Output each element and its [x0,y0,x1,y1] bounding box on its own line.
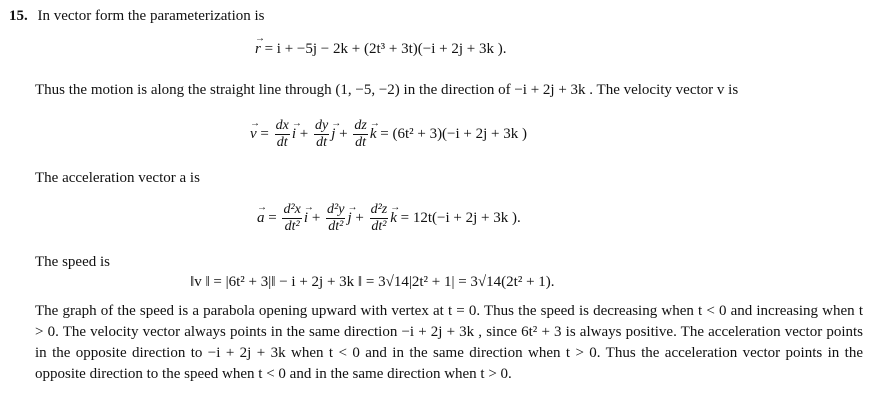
acceleration-intro: The acceleration vector a is [35,170,200,186]
eq1-lhs: → r [255,40,261,58]
equation-velocity: → v = $\frac{dx}{dt}$ → i + $\frac{dy}{dt}$ → j + $\frac{dz}{dt}$ → k = (6t² + 3)(−i + 2j + 3k ) [250,118,527,151]
eq2-lhs: → v [250,125,257,143]
equation-speed: ‖v ‖ = |6t² + 3|‖ − i + 2j + 3k ‖ = 3√14|2t² + 1| = 3√14(2t² + 1). [190,274,555,290]
eq3-rhs-tail: = 12t(−i + 2j + 3k ). [400,209,521,226]
eq1-rhs: = i + −5j − 2k + (2t³ + 3t)(−i + 2j + 3k ). [264,41,507,57]
frac-dx-dt: $\frac{dx}{dt}$ [275,118,289,150]
frac-dy-dt: $\frac{dy}{dt}$ [315,118,329,150]
frac-dz-dt: $\frac{dz}{dt}$ [354,118,367,150]
equation-parameterization [255,40,506,58]
problem-intro: In vector form the parameterization is [37,8,265,24]
conclusion-paragraph: The graph of the speed is a parabola opening upward with vertex at t = 0. Thus the speed is decreasing when t < 0 and increasing when t > 0. The velocity vector always points in the same direction −i + 2j + 3k , since 6t² + 3 is always positive. The acceleration vector points in the opposite direction to −i + 2j + 3k when t < 0 and in the same direction when t > 0. Thus the acceleration vector points in the opposite direction to the speed when t < 0 and in the same direction when t > 0. [35,303,863,382]
speed-intro: The speed is [35,254,110,270]
equation-acceleration: → a = $\frac{\text{d²x}}{\text{dt²}}$ → i + $\frac{\text{d²y}}{\text{dt²}}$ → j + $\frac{\text{d²z}}{\text{dt²}}$ → k = 12t(−i + 2j + 3k ). [257,202,521,235]
frac-d2x-dt2: $\frac{\text{d²x}}{\text{dt²}}$ [283,202,301,234]
motion-paragraph: Thus the motion is along the straight line through (1, −5, −2) in the direction of −i + 2j + 3k . The velocity vector v is [35,82,739,98]
eq3-lhs: → a [257,209,265,227]
problem-header [9,7,265,25]
eq2-rhs-tail: = (6t² + 3)(−i + 2j + 3k ) [380,125,528,142]
frac-d2z-dt2: $\frac{\text{d²z}}{\text{dt²}}$ [370,202,388,234]
frac-d2y-dt2: $\frac{\text{d²y}}{\text{dt²}}$ [327,202,345,234]
problem-number: 15. [9,8,28,24]
